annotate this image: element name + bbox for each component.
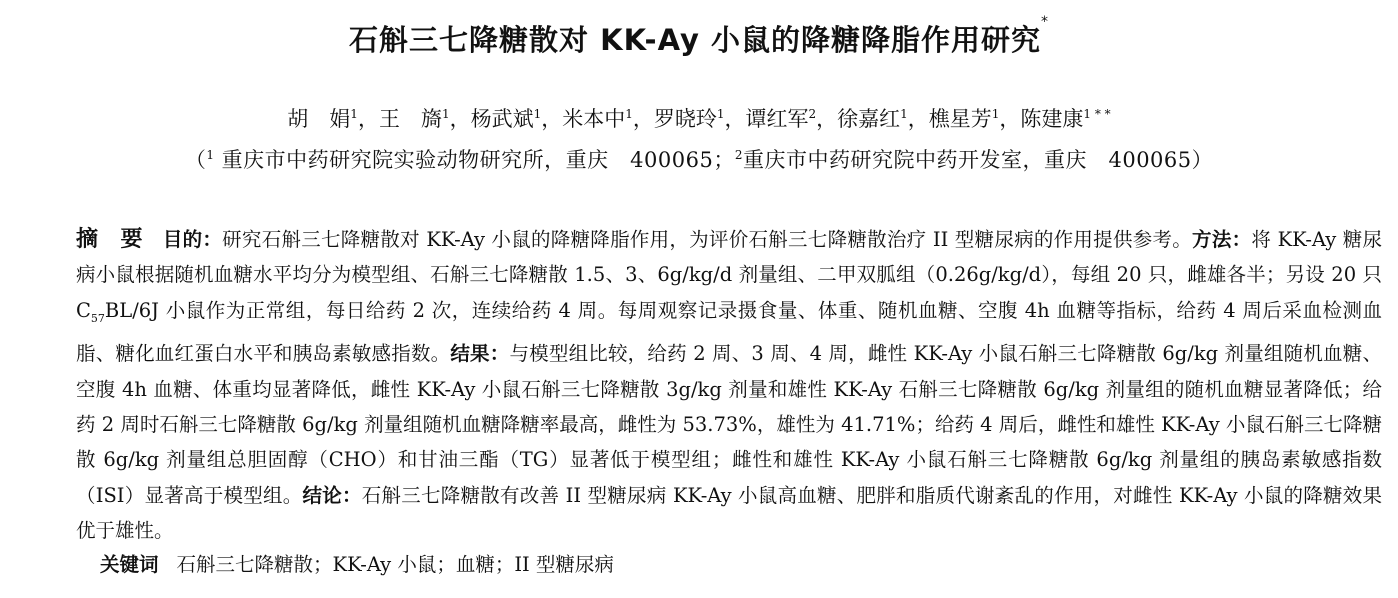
keywords bbox=[100, 549, 614, 577]
title-footnote-mark: * bbox=[1040, 14, 1049, 30]
author-affiliation-mark: 1 bbox=[441, 107, 450, 121]
author-separator: ， bbox=[724, 107, 746, 131]
author-name: 杨武斌 bbox=[470, 107, 534, 131]
keywords-label: 关键词 bbox=[100, 553, 159, 576]
author-affiliation-mark: 1 bbox=[625, 107, 633, 121]
author-name: 米本中 bbox=[562, 107, 626, 131]
purpose-text: 研究石斛三七降糖散对 KK-Ay 小鼠的降糖降脂作用，为评价石斛三七降糖散治疗 II 型糖尿病的作用提供参考。 bbox=[222, 228, 1193, 251]
affiliations bbox=[0, 144, 1398, 174]
author-name: 樵星芳 bbox=[928, 107, 992, 131]
author-name: 王 旖 bbox=[378, 107, 442, 131]
author-affiliation-mark: 1 bbox=[900, 107, 908, 121]
abstract bbox=[76, 222, 1382, 549]
author bbox=[471, 107, 542, 131]
author-name: 徐嘉红 bbox=[837, 107, 901, 131]
author-affiliation-mark: 1 bbox=[991, 107, 1000, 121]
method-text-a: 将 KK-Ay 糖尿病小鼠根据随机血糖水平均分为模型组、石斛三七降糖散 1.5、3、6g/kg/d 剂量组、二甲双胍组（0.26g/kg/d），每组 20 只，雌雄各半；另设 20 只 C bbox=[76, 228, 1382, 322]
aff-sup-2: 2 bbox=[734, 148, 743, 162]
author bbox=[287, 107, 358, 131]
aff-sup-1: 1 bbox=[206, 148, 215, 162]
conclusion-label: 结论： bbox=[302, 483, 362, 507]
author-separator: ， bbox=[907, 107, 929, 131]
author-affiliation-mark: 1 bbox=[350, 107, 358, 121]
conclusion-text: 石斛三七降糖散有改善 II 型糖尿病 KK-Ay 小鼠高血糖、肥胖和脂质代谢紊乱的作用，对雌性 KK-Ay 小鼠的降糖效果优于雄性。 bbox=[76, 483, 1382, 543]
paper-title bbox=[0, 14, 1398, 59]
result-label: 结果： bbox=[450, 342, 510, 366]
author-name: 胡 娟 bbox=[287, 107, 351, 131]
author bbox=[654, 107, 725, 131]
author-separator: ， bbox=[816, 107, 838, 131]
author-separator: ， bbox=[632, 107, 654, 131]
keywords-text: 石斛三七降糖散；KK-Ay 小鼠；血糖；II 型糖尿病 bbox=[176, 553, 614, 576]
method-text-b: BL/6J 小鼠作为正常组，每日给药 2 次，连续给药 4 周。每周观察记录摄食量、体重、随机血糖、空腹 4h 血糖等指标，给药 4 周后采血检测血脂、糖化血红蛋白水平和胰岛素敏感指数。 bbox=[76, 298, 1382, 366]
affiliation-2: 重庆市中药研究院中药开发室，重庆 400065） bbox=[742, 148, 1214, 172]
author-affiliation-mark: 2 bbox=[808, 107, 817, 121]
author-separator: ， bbox=[357, 107, 379, 131]
author bbox=[837, 107, 908, 131]
author-affiliation-mark: 1 * * bbox=[1083, 107, 1111, 121]
author-separator: ， bbox=[541, 107, 563, 131]
aff-open-paren: （ bbox=[184, 148, 207, 172]
author bbox=[929, 107, 1000, 131]
title-text: 石斛三七降糖散对 KK-Ay 小鼠的降糖降脂作用研究 bbox=[349, 23, 1041, 57]
author bbox=[1020, 107, 1110, 131]
author-name: 谭红军 bbox=[745, 107, 809, 131]
affiliation-1: 重庆市中药研究院实验动物研究所，重庆 400065； bbox=[214, 148, 735, 172]
author-list bbox=[0, 103, 1398, 133]
author bbox=[379, 107, 450, 131]
author-affiliation-mark: 1 bbox=[533, 107, 542, 121]
author bbox=[562, 107, 633, 131]
result-text: 与模型组比较，给药 2 周、3 周、4 周，雌性 KK-Ay 小鼠石斛三七降糖散 6g/kg 剂量组随机血糖、空腹 4h 血糖、体重均显著降低，雌性 KK-Ay 小鼠石斛三七降糖散 3g/kg 剂量和雄性 KK-Ay 石斛三七降糖散 6g/kg 剂量组的随机血糖显著降低；给药 2 周时石斛三七降糖散 6g/kg 剂量组随机血糖降糖率最高，雌性为 53.73%，雄性为 41.71%；给药 4 周后，雌性和雄性 KK-Ay 小鼠石斛三七降糖散 6g/kg 剂量组总胆固醇（CHO）和甘油三酯（TG）显著低于模型组；雌性和雄性 KK-Ay 小鼠石斛三七降糖散 6g/kg 剂量组的胰岛素敏感指数（ISI）显著高于模型组。 bbox=[76, 342, 1382, 507]
abstract-heading: 摘 要 bbox=[76, 227, 143, 252]
purpose-label: 目的： bbox=[162, 228, 223, 251]
strain-subscript: 57 bbox=[90, 311, 105, 325]
author-separator: ， bbox=[999, 107, 1021, 131]
method-label: 方法： bbox=[1192, 228, 1252, 251]
author-name: 陈建康 bbox=[1020, 107, 1084, 131]
author-separator: ， bbox=[449, 107, 471, 131]
author-affiliation-mark: 1 bbox=[716, 107, 725, 121]
author bbox=[746, 107, 817, 131]
author-name: 罗晓玲 bbox=[653, 107, 717, 131]
